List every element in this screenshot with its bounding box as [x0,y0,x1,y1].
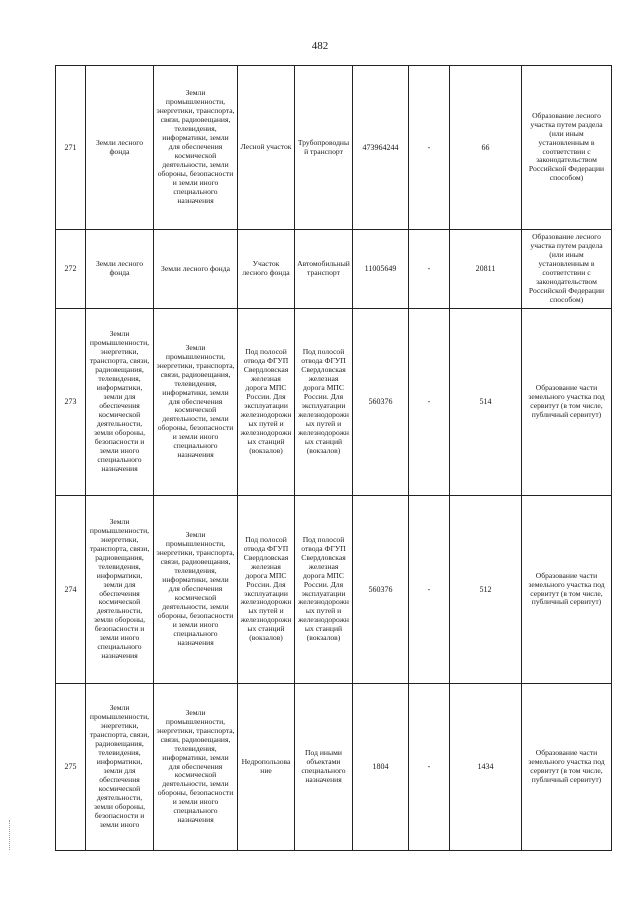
table-row [56,684,612,851]
row-number: 272 [56,230,86,309]
row-number: 274 [56,496,86,684]
operation-description: Образование части земельного участка под сервитут (в том числе, публичный сервитут) [522,496,612,684]
result-area: 66 [450,66,522,230]
operation-description: Образование части земельного участка под сервитут (в том числе, публичный сервитут) [522,309,612,496]
land-category-from: Земли лесного фонда [86,66,154,230]
table-row [56,309,612,496]
scan-artifact [9,820,12,850]
dash-cell: - [409,496,450,684]
result-area: 1434 [450,684,522,851]
land-category-to: Земли промышленности, энергетики, транспорта, связи, радиовещания, телевидения, информатики, земли для обеспечения космической деятельности, земли обороны, безопасности и земли иного специального назначения [154,684,238,851]
land-category-from: Земли промышленности, энергетики, транспорта, связи, радиовещания, телевидения, информатики, земли для обеспечения космической деятельности, земли обороны, безопасности и земли иного [86,684,154,851]
area-value: 560376 [353,309,409,496]
operation-description: Образование лесного участка путем раздела (или иным установленным в соответствии с законодательством Российской Федерации способом) [522,66,612,230]
dash-cell: - [409,684,450,851]
table-row [56,496,612,684]
row-number: 275 [56,684,86,851]
land-purpose: Под иными объектами специального назначения [295,684,353,851]
row-number: 273 [56,309,86,496]
result-area: 20811 [450,230,522,309]
operation-description: Образование лесного участка путем раздела (или иным установленным в соответствии с законодательством Российской Федерации способом) [522,230,612,309]
area-value: 560376 [353,496,409,684]
land-type: Лесной участок [238,66,295,230]
land-type: Под полосой отвода ФГУП Свердловская железная дорога МПС России. Для эксплуатации железнодорожных путей и железнодорожных станций (вокзалов) [238,496,295,684]
result-area: 514 [450,309,522,496]
page-number: 482 [311,40,329,52]
area-value: 11005649 [353,230,409,309]
land-category-to: Земли промышленности, энергетики, транспорта, связи, радиовещания, телевидения, информатики, земли для обеспечения космической деятельности, земли обороны, безопасности и земли иного специального назначения [154,66,238,230]
land-category-to: Земли промышленности, энергетики, транспорта, связи, радиовещания, телевидения, информатики, земли для обеспечения космической деятельности, земли обороны, безопасности и земли иного специального назначения [154,309,238,496]
land-type: Участок лесного фонда [238,230,295,309]
result-area: 512 [450,496,522,684]
land-category-to: Земли лесного фонда [154,230,238,309]
land-purpose: Автомобильный транспорт [295,230,353,309]
land-table [55,65,612,851]
land-purpose: Трубопроводный транспорт [295,66,353,230]
table-row [56,230,612,309]
land-category-from: Земли промышленности, энергетики, транспорта, связи, радиовещания, телевидения, информатики, земли для обеспечения космической деятельности, земли обороны, безопасности и земли иного специального назначения [86,496,154,684]
table-row [56,66,612,230]
land-type: Под полосой отвода ФГУП Свердловская железная дорога МПС России. Для эксплуатации железнодорожных путей и железнодорожных станций (вокзалов) [238,309,295,496]
land-category-to: Земли промышленности, энергетики, транспорта, связи, радиовещания, телевидения, информатики, земли для обеспечения космической деятельности, земли обороны, безопасности и земли иного специального назначения [154,496,238,684]
land-category-from: Земли промышленности, энергетики, транспорта, связи, радиовещания, телевидения, информатики, земли для обеспечения космической деятельности, земли обороны, безопасности и земли иного специального назначения [86,309,154,496]
area-value: 473964244 [353,66,409,230]
dash-cell: - [409,230,450,309]
area-value: 1804 [353,684,409,851]
land-purpose: Под полосой отвода ФГУП Свердловская железная дорога МПС России. Для эксплуатации железнодорожных путей и железнодорожных станций (вокзалов) [295,496,353,684]
land-category-from: Земли лесного фонда [86,230,154,309]
dash-cell: - [409,66,450,230]
land-purpose: Под полосой отвода ФГУП Свердловская железная дорога МПС России. Для эксплуатации железнодорожных путей и железнодорожных станций (вокзалов) [295,309,353,496]
dash-cell: - [409,309,450,496]
row-number: 271 [56,66,86,230]
operation-description: Образование части земельного участка под сервитут (в том числе, публичный сервитут) [522,684,612,851]
land-type: Недропользование [238,684,295,851]
